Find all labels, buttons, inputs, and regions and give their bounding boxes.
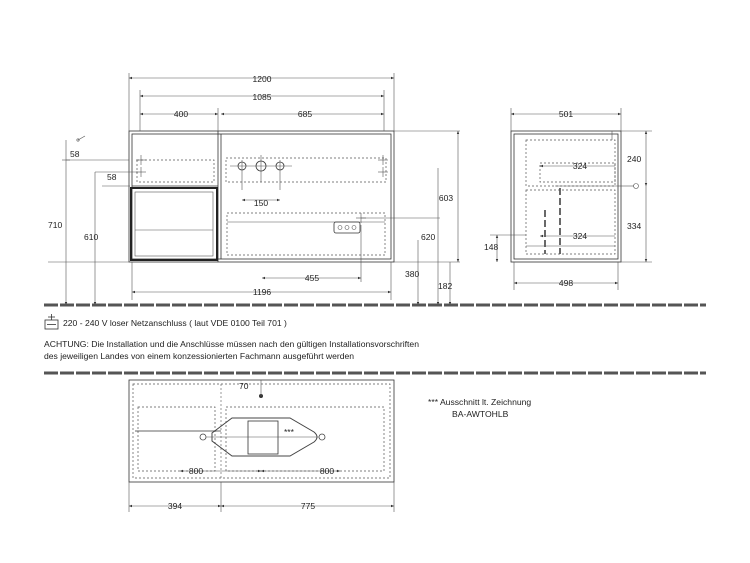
dim-left-compartment-400: 400 bbox=[173, 109, 189, 119]
dim-right-620: 620 bbox=[421, 232, 436, 242]
dim-left-58-b: 58 bbox=[107, 172, 117, 182]
dim-right-380: 380 bbox=[405, 269, 420, 279]
dim-bottom-1196: 1196 bbox=[252, 287, 272, 297]
plan-view bbox=[129, 380, 394, 512]
dim-height-710: 710 bbox=[48, 220, 63, 230]
dim-side-324-b: 324 bbox=[572, 231, 588, 241]
power-note: 220 - 240 V loser Netzanschluss ( laut VDE 0100 Teil 701 ) bbox=[63, 318, 287, 328]
dim-right-182: 182 bbox=[438, 281, 453, 291]
dim-side-148: 148 bbox=[484, 242, 499, 252]
dim-plan-70: 70 bbox=[239, 381, 249, 391]
dim-plan-775: 775 bbox=[300, 501, 316, 511]
dim-socket-455: 455 bbox=[304, 273, 320, 283]
front-view bbox=[48, 73, 460, 305]
power-connection-icon bbox=[45, 314, 58, 329]
side-view bbox=[484, 108, 652, 290]
dim-height-610: 610 bbox=[84, 232, 99, 242]
dim-front-width-1200: 1200 bbox=[252, 74, 272, 84]
plan-note-line-1: *** Ausschnitt lt. Zeichnung bbox=[428, 397, 532, 407]
dim-side-240: 240 bbox=[627, 154, 642, 164]
dim-side-depth-501: 501 bbox=[558, 109, 574, 119]
warning-line-1: ACHTUNG: Die Installation und die Anschlüsse müssen nach den gültigen Installationsvorschriften bbox=[44, 339, 419, 349]
dim-side-334: 334 bbox=[627, 221, 642, 231]
dim-front-width-1085: 1085 bbox=[252, 92, 272, 102]
dim-left-58-a: 58 bbox=[70, 149, 80, 159]
plan-cutout-marker: *** bbox=[284, 427, 294, 437]
dim-plan-394: 394 bbox=[167, 501, 183, 511]
dim-plan-800-b: 800 bbox=[319, 466, 335, 476]
warning-line-2: des jeweiligen Landes von einem konzessionierten Fachmann ausgeführt werden bbox=[44, 351, 355, 361]
dim-right-603: 603 bbox=[438, 193, 454, 203]
dim-plan-800-a: 800 bbox=[188, 466, 204, 476]
dim-side-324-a: 324 bbox=[572, 161, 588, 171]
dim-tap-spacing-150: 150 bbox=[253, 198, 269, 208]
dim-side-498: 498 bbox=[558, 278, 574, 288]
plan-note-line-2: BA-AWTOHLB bbox=[452, 409, 509, 419]
dim-right-compartment-685: 685 bbox=[297, 109, 313, 119]
